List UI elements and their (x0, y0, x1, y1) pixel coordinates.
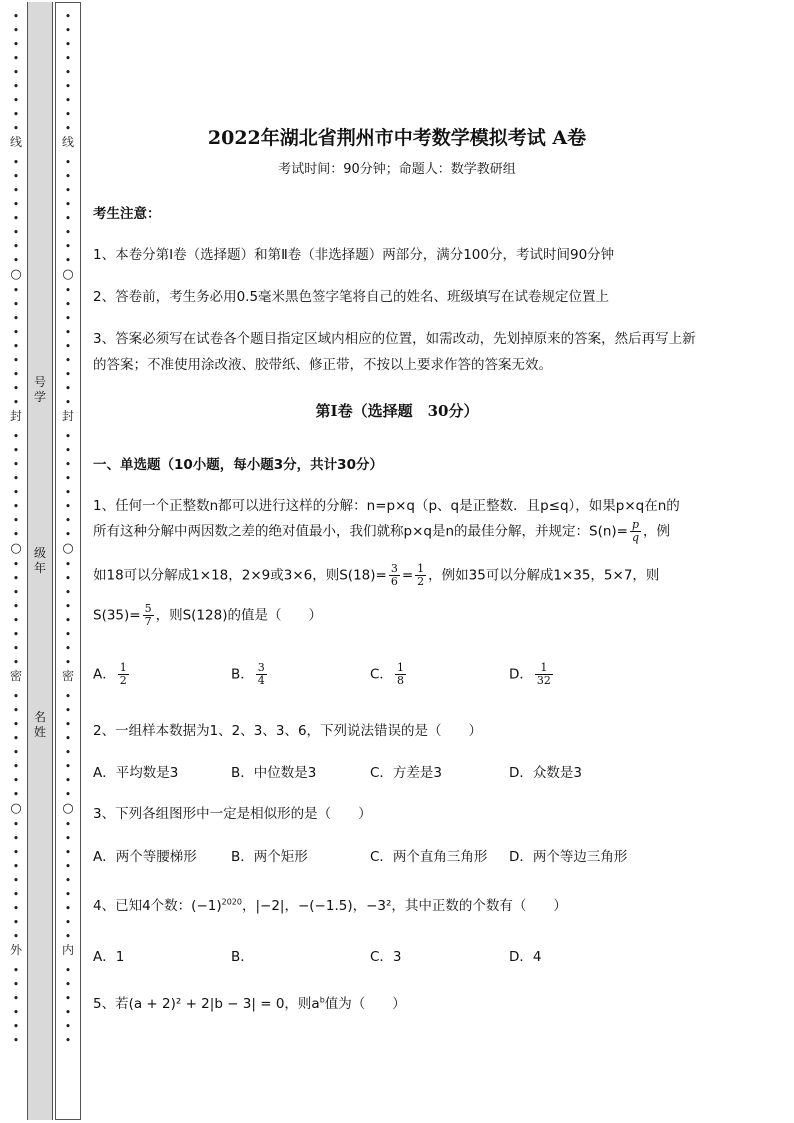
seal-word: 封 (61, 409, 74, 423)
section-title: 第I卷（选择题 30分） (315, 402, 479, 420)
grade-label: 级年 (33, 546, 46, 575)
q1-option-d[interactable]: D． $\frac{1}{32}$ (509, 661, 551, 687)
q1-line: 如18可以分解成1×18，2×9或3×6，则S(18)= $\frac{3}{6}$ = $\frac{1}{2}$ ，例如35可以分解成1×35，5×7，则 (93, 562, 660, 588)
seal-word: 密 (61, 669, 74, 683)
part-heading: 一、单选题（10小题，每小题3分，共计30分） (93, 457, 383, 473)
note-item: 的答案；不准使用涂改液、胶带纸、修正带，不按以上要求作答的答案无效。 (93, 357, 552, 373)
note-item: 3、答案必须写在试卷各个题目指定区域内相应的位置，如需改动，先划掉原来的答案，然后再写上新 (93, 331, 696, 347)
page-title: 2022年湖北省荆州市中考数学模拟考试 A卷 (207, 127, 587, 149)
q3-option-d[interactable]: D．两个等边三角形 (509, 849, 628, 865)
q4-option-a[interactable]: A．1 (93, 949, 125, 965)
inner-seal-column: • • • • • • • • • 线 • • • • • • • • ○ • • • • • • • • • 封 • • • • • • • • ○ • • • • • • • • 密 • • • • • • • • ○ • • • • • • • • • 内 • • • • • • (61, 10, 74, 1047)
q1-option-b[interactable]: B． $\frac{3}{4}$ (231, 661, 265, 687)
note-item: 2、答卷前，考生务必用0.5毫米黑色签字笔将自己的姓名、班级填写在试卷规定位置上 (93, 289, 610, 305)
q5-stem: 5、若(a + 2)² + 2|b − 3| = 0，则$a^b$值为（ ） (93, 995, 406, 1012)
q2-option-d[interactable]: D．众数是3 (509, 765, 582, 781)
q1-option-c[interactable]: C． $\frac{1}{8}$ (370, 661, 404, 687)
fraction: $\frac{3}{6}$ (390, 562, 398, 588)
q2-option-c[interactable]: C．方差是3 (370, 765, 443, 781)
outer-seal-column: • • • • • • • • • 线 • • • • • • • • ○ • • • • • • • • • 封 • • • • • • • • ○ • • • • • • • • 密 • • • • • • • • ○ • • • • • • • • • 外 • • • • • • (9, 10, 22, 1047)
q2-option-a[interactable]: A．平均数是3 (93, 765, 179, 781)
q3-option-a[interactable]: A．两个等腰梯形 (93, 849, 197, 865)
name-label: 名姓 (33, 710, 46, 739)
q3-stem: 3、下列各组图形中一定是相似形的是（ ） (93, 806, 372, 822)
fraction: $\frac{1}{2}$ (417, 562, 425, 588)
seal-word: 内 (61, 943, 74, 957)
q1-line: 1、任何一个正整数n都可以进行这样的分解：n=p×q（p、q是正整数．且p≤q），如果p×q在n的 (93, 498, 680, 514)
seal-word: 密 (9, 669, 22, 683)
exam-info: 考试时间：90分钟；命题人：数学教研组 (278, 162, 516, 177)
notes-heading: 考生注意： (93, 206, 161, 222)
q3-option-b[interactable]: B．两个矩形 (231, 849, 308, 865)
seal-word: 线 (61, 135, 74, 149)
student-id-label: 号学 (33, 375, 46, 404)
q1-line: 所有这种分解中两因数之差的绝对值最小，我们就称p×q是n的最佳分解，并规定：S(n)= $\frac{p}{q}$ ，例 (93, 518, 671, 544)
q4-option-c[interactable]: C．3 (370, 949, 402, 965)
seal-word: 外 (9, 943, 22, 957)
q3-option-c[interactable]: C．两个直角三角形 (370, 849, 488, 865)
q4-option-d[interactable]: D．4 (509, 949, 542, 965)
q4-option-b[interactable]: B． (231, 949, 254, 965)
fraction: $\frac{p}{q}$ (631, 518, 640, 544)
q4-stem: 4、已知4个数：$(-1)^{2020}$，|−2|，−(−1.5)，−3²，其中正数的个数有（ ） (93, 897, 567, 914)
fraction: $\frac{5}{7}$ (144, 602, 152, 628)
note-item: 1、本卷分第I卷（选择题）和第Ⅱ卷（非选择题）两部分，满分100分，考试时间90分钟 (93, 247, 615, 263)
q2-stem: 2、一组样本数据为1、2、3、3、6，下列说法错误的是（ ） (93, 723, 483, 739)
q1-line: S(35)= $\frac{5}{7}$ ，则S(128)的值是（ ） (93, 602, 322, 628)
seal-word: 线 (9, 135, 22, 149)
q2-option-b[interactable]: B．中位数是3 (231, 765, 317, 781)
q1-option-a[interactable]: A． $\frac{1}{2}$ (93, 661, 127, 687)
seal-word: 封 (9, 409, 22, 423)
